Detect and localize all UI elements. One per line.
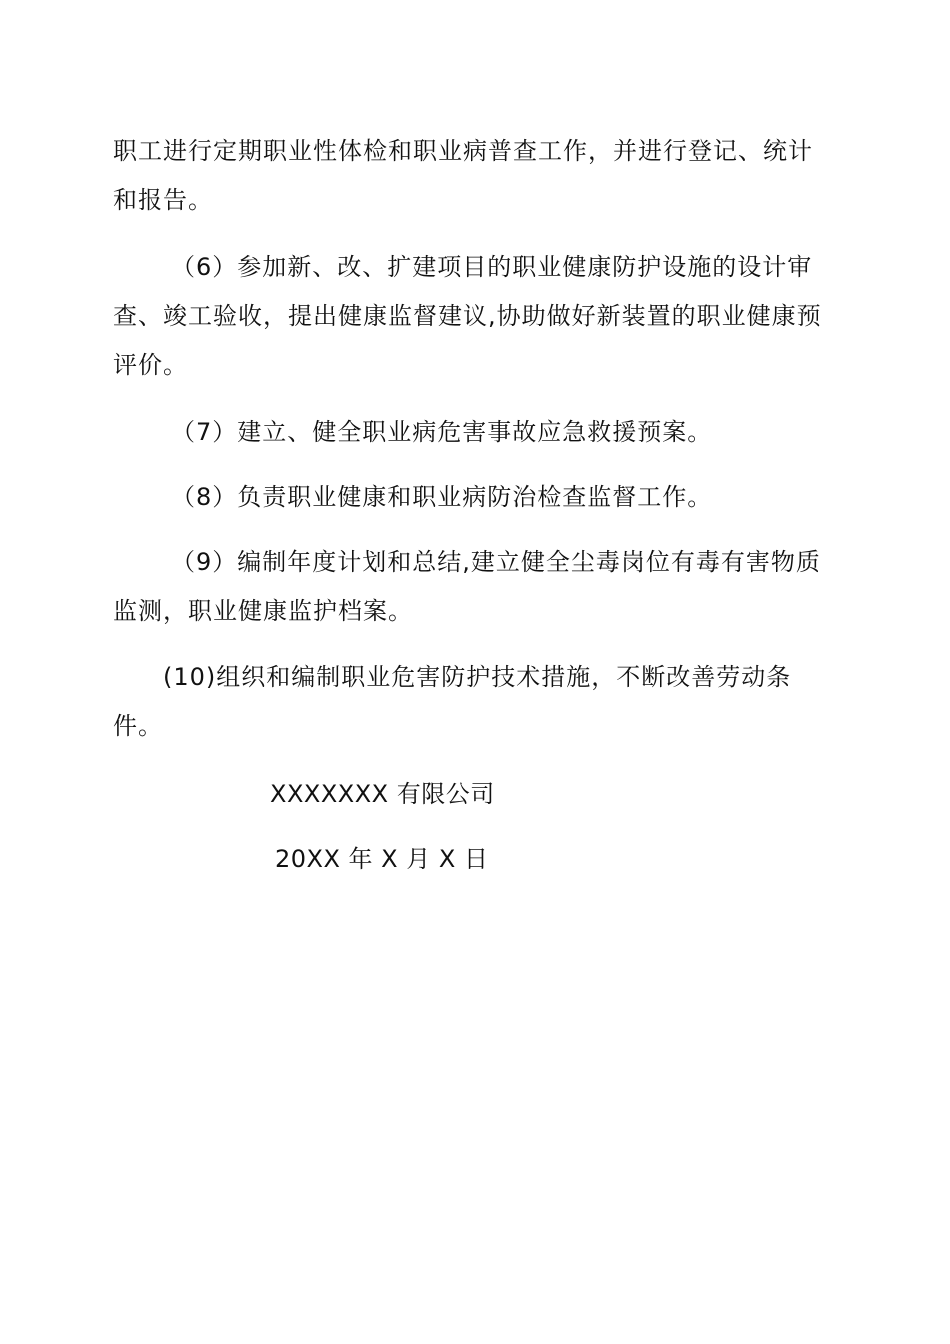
text-line: 监测，职业健康监护档案。 (113, 597, 413, 625)
signature-date: 20XX 年 X 月 X 日 (275, 845, 489, 873)
text-line: （9）编制年度计划和总结,建立健全尘毒岗位有毒有害物质 (171, 548, 821, 576)
text-line: 和报告。 (113, 186, 213, 214)
paragraph-item-8 (113, 478, 838, 516)
text-line: 件。 (113, 712, 163, 740)
company-name: XXXXXXX 有限公司 (270, 780, 495, 808)
text-line: 评价。 (113, 351, 188, 379)
paragraph-item-9 (113, 543, 838, 630)
text-line: （6）参加新、改、扩建项目的职业健康防护设施的设计审 (171, 253, 813, 281)
text-line: 查、竣工验收，提出健康监督建议,协助做好新装置的职业健康预 (113, 302, 822, 330)
text-line: 职工进行定期职业性体检和职业病普查工作，并进行登记、统计 (113, 137, 813, 165)
paragraph-item-6 (113, 248, 838, 384)
paragraph-duties-continued (113, 132, 838, 219)
paragraph-item-10 (113, 658, 838, 745)
text-line: （7）建立、健全职业病危害事故应急救援预案。 (171, 418, 713, 446)
text-line: （8）负责职业健康和职业病防治检查监督工作。 (171, 483, 713, 511)
paragraph-item-7 (113, 413, 838, 451)
text-line: (10)组织和编制职业危害防护技术措施，不断改善劳动条 (163, 663, 792, 691)
